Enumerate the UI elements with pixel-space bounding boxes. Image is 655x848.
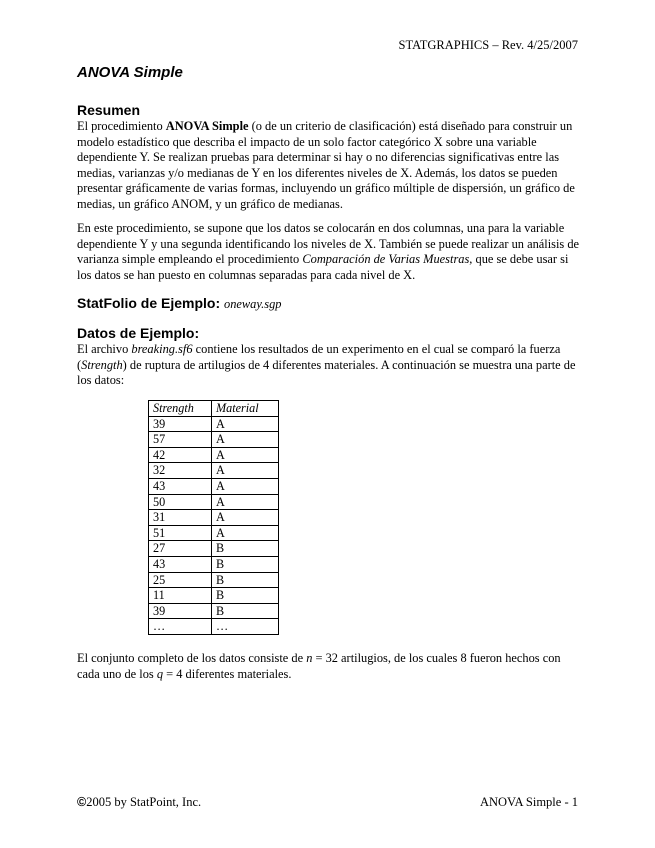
cell-material: B	[212, 588, 279, 604]
cell-strength: 27	[149, 541, 212, 557]
text-run: = 32 artilugios, de los cuales 8 fueron hechos con cada uno de los	[77, 651, 561, 681]
cell-material: A	[212, 432, 279, 448]
table-row	[149, 510, 279, 526]
table-row	[149, 432, 279, 448]
copyright-symbol: ©	[77, 795, 87, 809]
cell-strength: 43	[149, 556, 212, 572]
cell-strength: 43	[149, 478, 212, 494]
table-body	[149, 416, 279, 634]
italic-term: Strength	[81, 357, 123, 372]
cell-strength: 39	[149, 603, 212, 619]
variable-q: q	[156, 666, 164, 681]
cell-material: B	[212, 572, 279, 588]
cell-strength: 57	[149, 432, 212, 448]
cell-strength: …	[149, 619, 212, 635]
text-run: ) de ruptura de artilugios de 4 diferentes materiales. A continuación se muestra una parte de los datos:	[77, 357, 576, 387]
table-row	[149, 447, 279, 463]
cell-strength: 39	[149, 416, 212, 432]
resumen-paragraph-1	[77, 119, 582, 212]
table-row	[149, 572, 279, 588]
column-header-material: Material	[212, 401, 279, 417]
text-run: , que se debe usar si los datos se han puesto en columnas separadas para cada nivel de X.	[77, 252, 569, 282]
cell-material: B	[212, 541, 279, 557]
table-row	[149, 603, 279, 619]
cell-strength: 50	[149, 494, 212, 510]
italic-filename: breaking.sf6	[131, 342, 193, 356]
cell-strength: 25	[149, 572, 212, 588]
cell-material: A	[212, 447, 279, 463]
table-row	[149, 541, 279, 557]
footer-copyright	[77, 795, 201, 810]
sample-data-table	[148, 400, 279, 635]
section-heading-statfolio	[77, 295, 282, 312]
cell-strength: 51	[149, 525, 212, 541]
section-heading-datos: Datos de Ejemplo:	[77, 325, 200, 341]
statfolio-filename: oneway.sgp	[224, 297, 282, 311]
section-heading-resumen: Resumen	[77, 102, 141, 118]
text-run: contiene los resultados de un experimento en el cual se comparó la fuerza (	[77, 342, 561, 372]
running-header: STATGRAPHICS – Rev. 4/25/2007	[398, 38, 578, 52]
text-run: El conjunto completo de los datos consiste de	[77, 651, 307, 665]
text-run: El procedimiento	[77, 119, 166, 133]
cell-strength: 32	[149, 463, 212, 479]
table-row	[149, 416, 279, 432]
datos-paragraph	[77, 342, 582, 389]
cell-material: …	[212, 619, 279, 635]
table-row	[149, 478, 279, 494]
cell-material: A	[212, 463, 279, 479]
text-run: El archivo	[77, 342, 132, 356]
cell-material: A	[212, 510, 279, 526]
variable-n: n	[306, 651, 313, 665]
cell-strength: 31	[149, 510, 212, 526]
text-run: En este procedimiento, se supone que los datos se colocarán en dos columnas, una para la variable dependiente Y y una segunda identificando los niveles de X. También se puede realizar un análisis de varianza simple empleando el procedimiento	[77, 221, 580, 266]
cell-material: A	[212, 416, 279, 432]
bold-term: ANOVA Simple	[165, 119, 249, 133]
cell-material: B	[212, 603, 279, 619]
resumen-paragraph-2	[77, 221, 582, 283]
cell-strength: 11	[149, 588, 212, 604]
text-run: = 4 diferentes materiales.	[163, 666, 292, 681]
cell-material: B	[212, 556, 279, 572]
cell-material: A	[212, 525, 279, 541]
table-row	[149, 556, 279, 572]
column-header-strength: Strength	[149, 401, 212, 417]
table-row	[149, 619, 279, 635]
table-row	[149, 463, 279, 479]
footer-page-number: ANOVA Simple - 1	[479, 795, 578, 809]
conclusion-paragraph	[77, 651, 582, 682]
document-title: ANOVA Simple	[77, 64, 183, 81]
text-run: (o de un criterio de clasificación) está diseñado para construir un modelo estadístico que describa el impacto de un solo factor categórico X sobre una variable dependiente Y. Se realizan pruebas para determinar si hay o no diferencias significativas entre las medias, varianzas y/o medianas de Y en los diferentes niveles de X. Además, los datos se pueden presentar gráficamente de varias formas, incluyendo un gráfico múltiple de dispersión, un gráfico de medias, un gráfico ANOM, y un gráfico de medianas.	[77, 119, 575, 211]
table-row	[149, 525, 279, 541]
copyright-text: 2005 by StatPoint, Inc.	[86, 795, 202, 809]
table-header-row	[149, 401, 279, 417]
statfolio-label: StatFolio de Ejemplo:	[77, 295, 221, 311]
table-row	[149, 588, 279, 604]
cell-material: A	[212, 478, 279, 494]
cell-strength: 42	[149, 447, 212, 463]
cell-material: A	[212, 494, 279, 510]
italic-term: Comparación de Varias Muestras	[302, 252, 470, 266]
table-row	[149, 494, 279, 510]
